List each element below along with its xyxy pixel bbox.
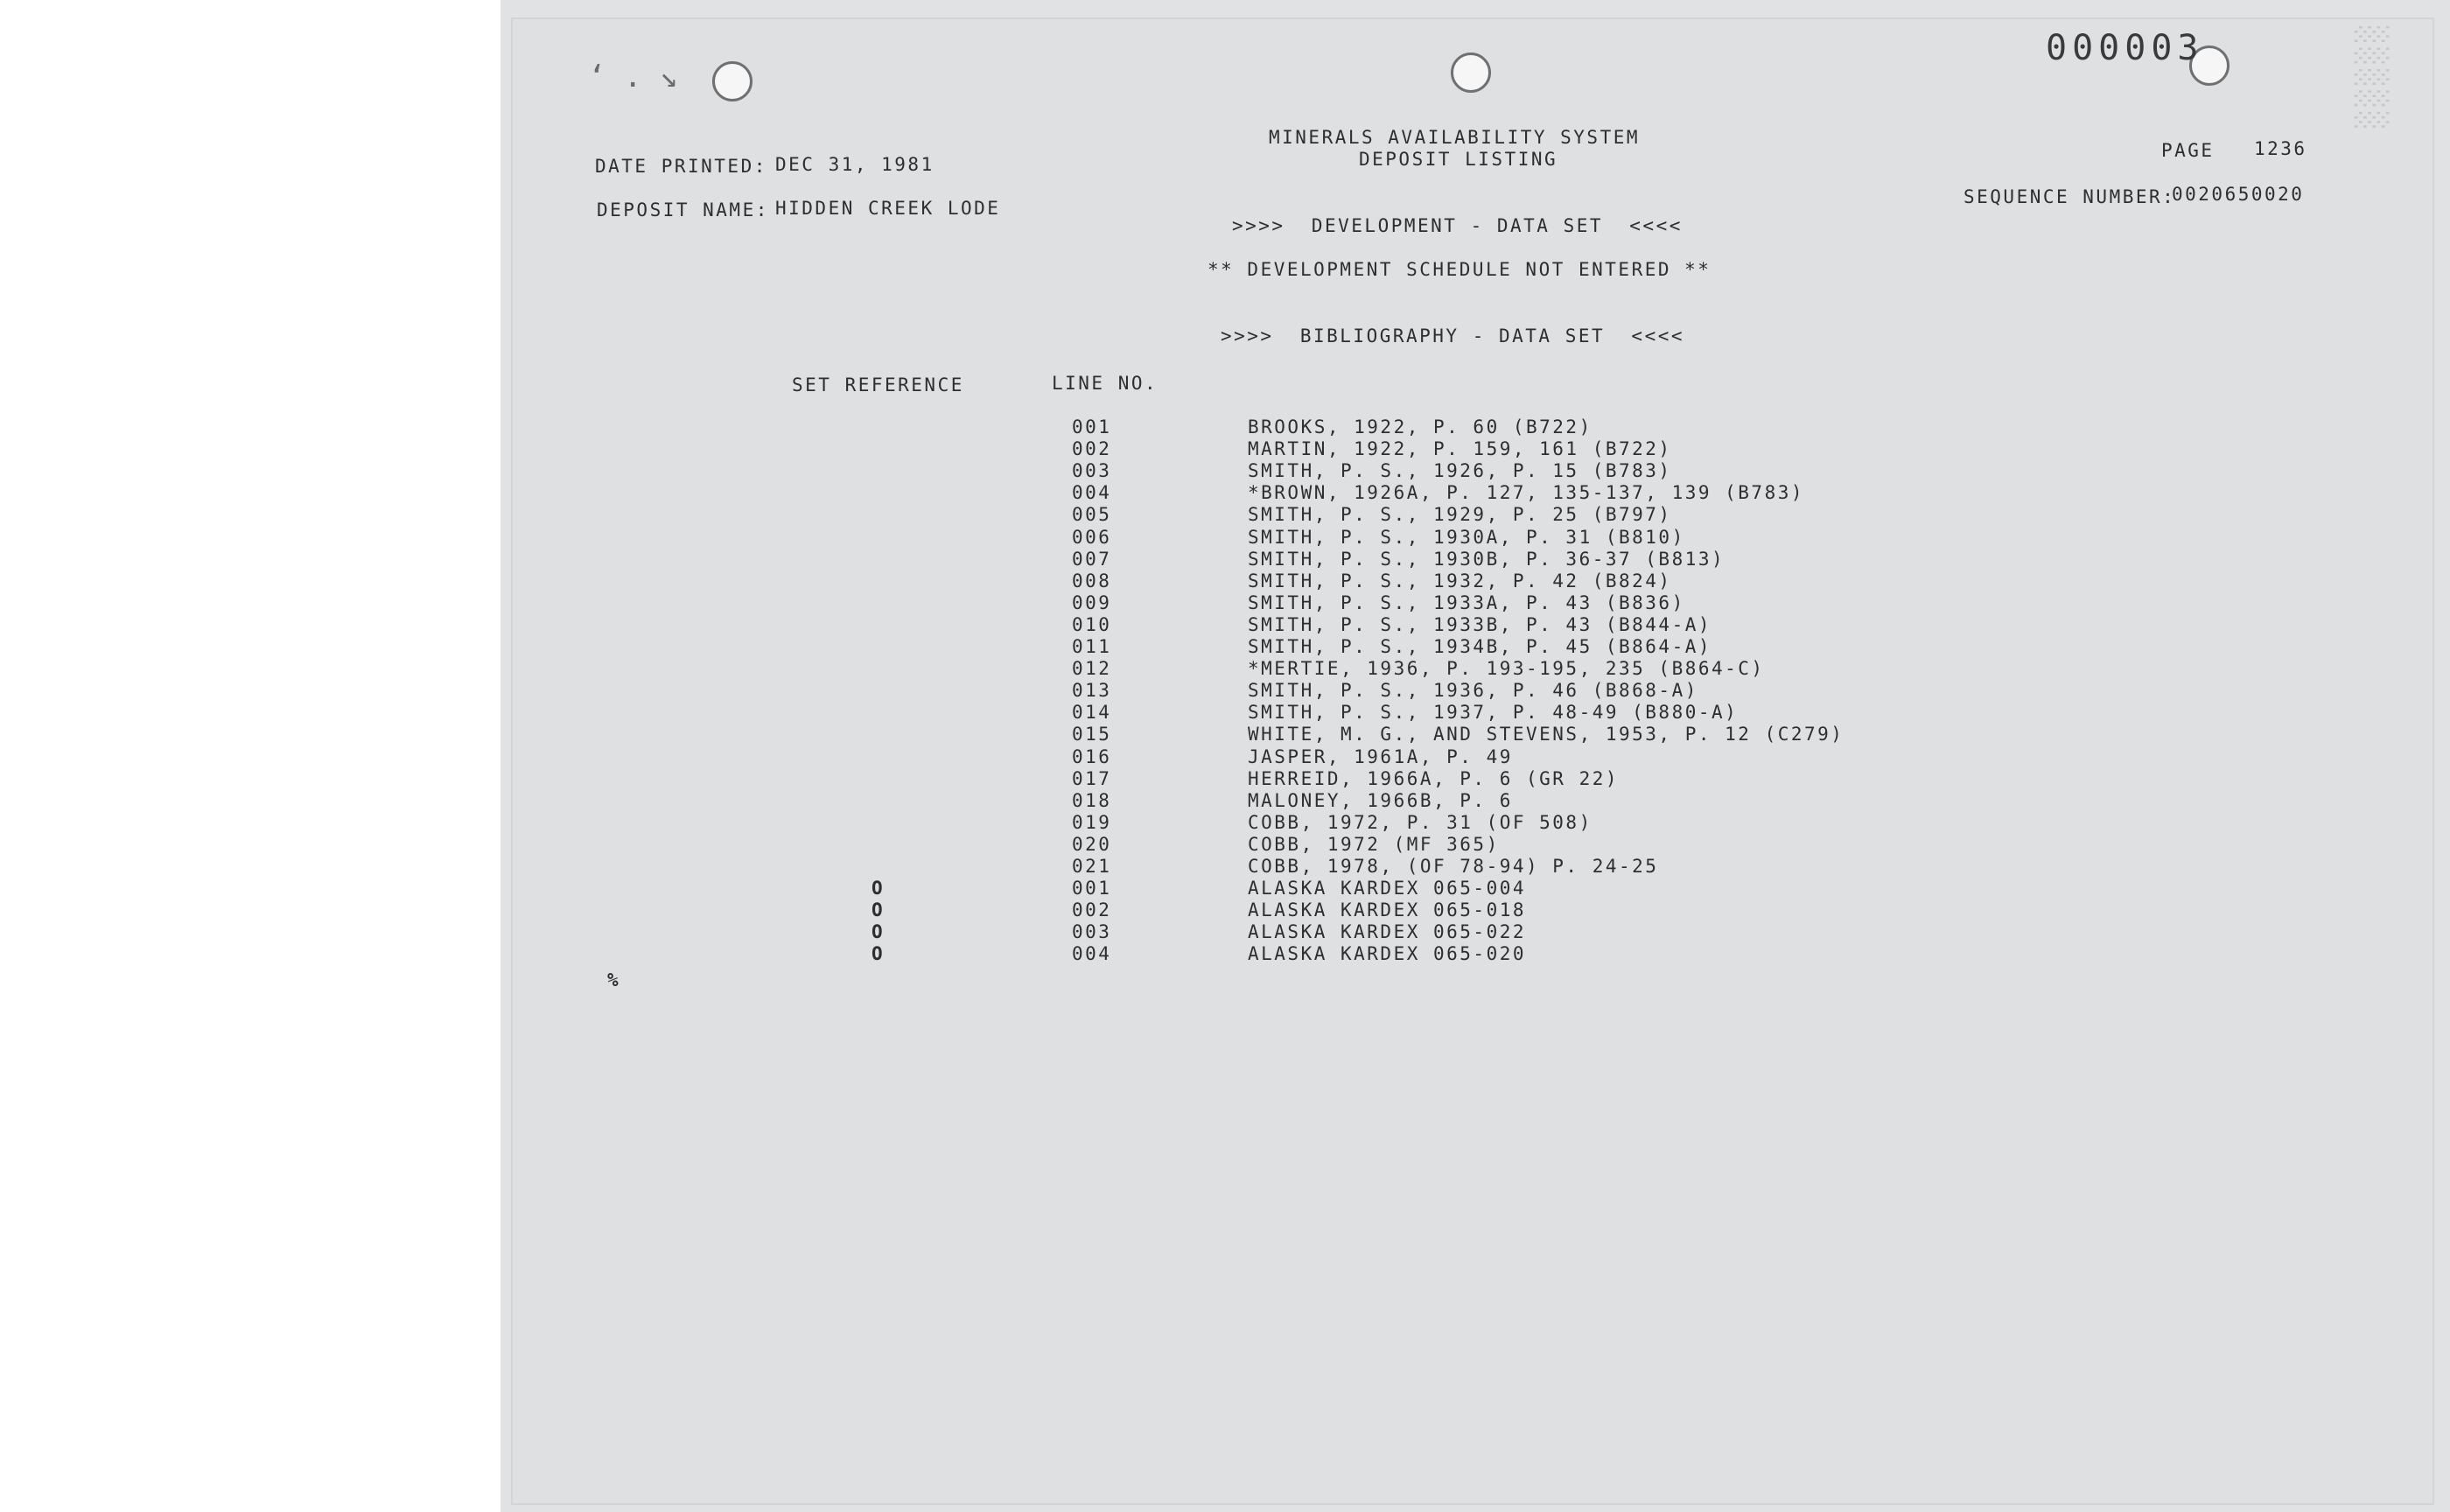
set-reference-cell: O <box>872 878 883 899</box>
line-number-cell: 002 <box>1072 438 1112 459</box>
reference-cell: JASPER, 1961A, P. 49 <box>1248 746 1513 767</box>
reference-cell: ALASKA KARDEX 065-020 <box>1248 943 1527 964</box>
reference-cell: ALASKA KARDEX 065-022 <box>1248 921 1527 942</box>
reference-cell: COBB, 1972 (MF 365) <box>1248 834 1500 855</box>
line-number-cell: 016 <box>1072 746 1112 767</box>
line-number-cell: 019 <box>1072 812 1112 833</box>
date-printed-value: DEC 31, 1981 <box>775 154 934 175</box>
page-number: 1236 <box>2254 138 2307 159</box>
pen-mark: ‘ . ↘ <box>588 60 678 94</box>
reference-cell: COBB, 1978, (OF 78-94) P. 24-25 <box>1248 856 1659 877</box>
reference-cell: HERREID, 1966A, P. 6 (GR 22) <box>1248 768 1620 789</box>
reference-cell: SMITH, P. S., 1926, P. 15 (B783) <box>1248 460 1672 481</box>
reference-cell: SMITH, P. S., 1932, P. 42 (B824) <box>1248 570 1672 592</box>
development-heading: >>>> DEVELOPMENT - DATA SET <<<< <box>1232 215 1683 236</box>
end-of-listing-marker: % <box>607 970 621 990</box>
column-header-line-no: LINE NO. <box>1052 373 1158 394</box>
reference-cell: SMITH, P. S., 1930A, P. 31 (B810) <box>1248 527 1685 548</box>
reference-cell: SMITH, P. S., 1930B, P. 36-37 (B813) <box>1248 549 1726 570</box>
line-number-cell: 012 <box>1072 658 1112 679</box>
reference-cell: *MERTIE, 1936, P. 193-195, 235 (B864-C) <box>1248 658 1765 679</box>
deposit-name-label: DEPOSIT NAME: <box>597 200 769 220</box>
reference-cell: *BROWN, 1926A, P. 127, 135-137, 139 (B783) <box>1248 482 1805 503</box>
sequence-number: 0020650020 <box>2172 184 2305 205</box>
line-number-cell: 015 <box>1072 724 1112 745</box>
line-number-cell: 011 <box>1072 636 1112 657</box>
line-number-cell: 018 <box>1072 790 1112 811</box>
reference-cell: BROOKS, 1922, P. 60 (B722) <box>1248 416 1592 438</box>
line-number-cell: 021 <box>1072 856 1112 877</box>
deposit-name-value: HIDDEN CREEK LODE <box>775 198 1001 219</box>
set-reference-cell: O <box>872 943 883 964</box>
reference-cell: SMITH, P. S., 1933A, P. 43 (B836) <box>1248 592 1685 613</box>
reference-cell: MARTIN, 1922, P. 159, 161 (B722) <box>1248 438 1672 459</box>
reference-cell: SMITH, P. S., 1933B, P. 43 (B844-A) <box>1248 614 1712 635</box>
line-number-cell: 002 <box>1072 900 1112 920</box>
line-number-cell: 007 <box>1072 549 1112 570</box>
system-title: MINERALS AVAILABILITY SYSTEM <box>1269 127 1641 148</box>
line-number-cell: 004 <box>1072 943 1112 964</box>
reference-cell: SMITH, P. S., 1934B, P. 45 (B864-A) <box>1248 636 1712 657</box>
line-number-cell: 004 <box>1072 482 1112 503</box>
line-number-cell: 003 <box>1072 921 1112 942</box>
date-printed-label: DATE PRINTED: <box>595 156 767 177</box>
listing-title: DEPOSIT LISTING <box>1359 149 1558 170</box>
set-reference-cell: O <box>872 900 883 920</box>
line-number-cell: 008 <box>1072 570 1112 592</box>
control-number: 000003 <box>2046 28 2204 68</box>
reference-cell: SMITH, P. S., 1929, P. 25 (B797) <box>1248 504 1672 525</box>
bleed-through-mark: ░░░░░ <box>2354 26 2389 134</box>
line-number-cell: 017 <box>1072 768 1112 789</box>
line-number-cell: 014 <box>1072 702 1112 723</box>
line-number-cell: 010 <box>1072 614 1112 635</box>
reference-cell: COBB, 1972, P. 31 (OF 508) <box>1248 812 1592 833</box>
reference-cell: ALASKA KARDEX 065-018 <box>1248 900 1527 920</box>
line-number-cell: 001 <box>1072 416 1112 438</box>
set-reference-cell: O <box>872 921 883 942</box>
line-number-cell: 006 <box>1072 527 1112 548</box>
line-number-cell: 005 <box>1072 504 1112 525</box>
reference-cell: SMITH, P. S., 1937, P. 48-49 (B880-A) <box>1248 702 1739 723</box>
line-number-cell: 009 <box>1072 592 1112 613</box>
binder-hole-left <box>712 61 752 102</box>
line-number-cell: 013 <box>1072 680 1112 701</box>
binder-hole-center <box>1451 52 1491 93</box>
reference-cell: ALASKA KARDEX 065-004 <box>1248 878 1527 899</box>
sequence-label: SEQUENCE NUMBER: <box>1964 186 2176 207</box>
line-number-cell: 003 <box>1072 460 1112 481</box>
bibliography-heading: >>>> BIBLIOGRAPHY - DATA SET <<<< <box>1221 326 1685 346</box>
column-header-set-reference: SET REFERENCE <box>792 374 964 396</box>
page-label: PAGE <box>2161 140 2215 161</box>
reference-cell: MALONEY, 1966B, P. 6 <box>1248 790 1513 811</box>
development-note: ** DEVELOPMENT SCHEDULE NOT ENTERED ** <box>1208 259 1712 280</box>
line-number-cell: 001 <box>1072 878 1112 899</box>
reference-cell: SMITH, P. S., 1936, P. 46 (B868-A) <box>1248 680 1698 701</box>
reference-cell: WHITE, M. G., AND STEVENS, 1953, P. 12 (C279) <box>1248 724 1844 745</box>
line-number-cell: 020 <box>1072 834 1112 855</box>
